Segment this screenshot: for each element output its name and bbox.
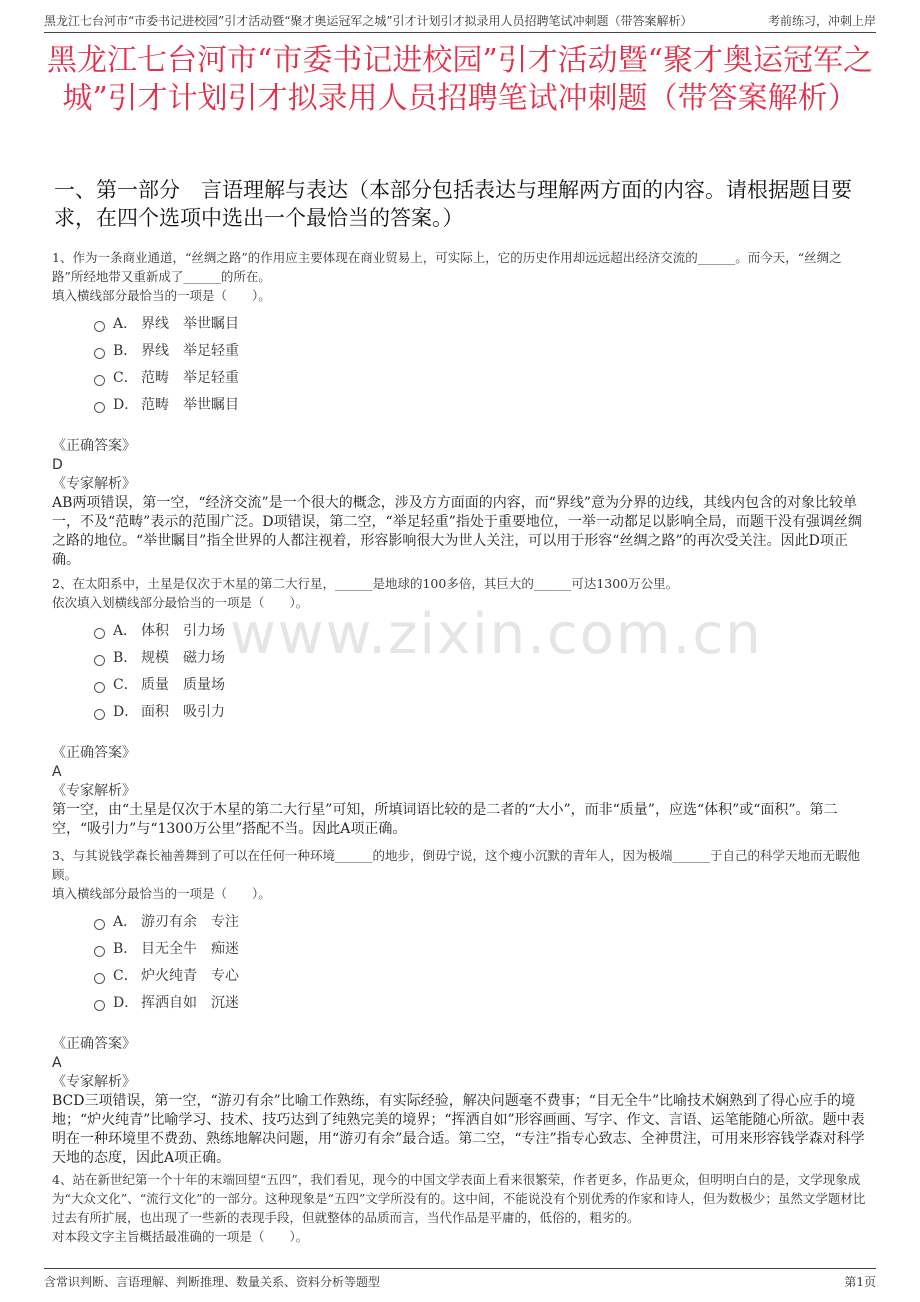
- footer-note: 含常识判断、言语理解、判断推理、数量关系、资料分析等题型: [44, 1275, 381, 1289]
- explanation-text: 第一空，由“土星是仅次于木星的第二大行星”可知，所填词语比较的是二者的“大小”，而非“质量”，应选“体积”或“面积”。第二空，“吸引力”与“1300万公里”搭配不当。因此A项正确。: [52, 802, 838, 837]
- header-slogan: 考前练习，冲刺上岸: [767, 14, 876, 28]
- radio-icon[interactable]: [94, 919, 105, 930]
- question-stem: 3、与其说钱学森长袖善舞到了可以在任何一种环境______的地步，倒毋宁说，这个瘦小沉默的青年人，因为极端______于自己的科学天地而无暇他顾。: [52, 848, 860, 882]
- option-list: [94, 909, 868, 1017]
- option-b[interactable]: B． 规模 磁力场: [94, 645, 868, 672]
- explanation-text: AB两项错误，第一空，“经济交流”是一个很大的概念，涉及方方面面的内容，而“界线”意为分界的边线，其线内包含的对象比较单一，不及“范畴”表示的范围广泛。D项错误，第二空，“举足轻重”指处于重要地位，一举一动都足以影响全局，而题干没有强调丝绸之路的地位。“举世瞩目”指全世界的人都注视着，形容影响很大为世人关注，可以用于形容“丝绸之路”的再次受关注。因此D项正确。: [52, 495, 862, 568]
- explanation-label: 《专家解析》: [52, 476, 136, 492]
- radio-icon[interactable]: [94, 973, 105, 984]
- radio-icon[interactable]: [94, 402, 105, 413]
- page-number: 第1页: [844, 1275, 876, 1289]
- question-stem: 2、在太阳系中，土星是仅次于木星的第二大行星，______是地球的100多倍，其巨大的______可达1300万公里。: [52, 576, 679, 591]
- option-list: [94, 618, 868, 726]
- explanation-label: 《专家解析》: [52, 783, 136, 799]
- option-d[interactable]: D． 挥洒自如 沉迷: [94, 990, 868, 1017]
- option-c[interactable]: C． 范畴 举足轻重: [94, 365, 868, 392]
- option-c[interactable]: C． 质量 质量场: [94, 672, 868, 699]
- question-prompt: 对本段文字主旨概括最准确的一项是（ ）。: [52, 1229, 309, 1244]
- explanation-label: 《专家解析》: [52, 1074, 136, 1090]
- question-stem: 4、站在新世纪第一个十年的末端回望“五四”，我们看见，现今的中国文学表面上看来很繁荣，作者更多，作品更众，但明明白白的是，文学现象成为“大众文化”、“流行文化”的一部分。这种现象是“五四”文学所没有的。这中间，不能说没有个别优秀的作家和诗人，但为数极少；虽然文学题材比过去有所扩展，也出现了一些新的表现手段，但就整体的品质而言，当代作品是平庸的，低俗的，粗劣的。: [52, 1172, 866, 1225]
- option-b[interactable]: B． 目无全牛 痴迷: [94, 936, 868, 963]
- watermark: www.zixin.com.cn: [230, 602, 763, 667]
- option-a[interactable]: A． 体积 引力场: [94, 618, 868, 645]
- radio-icon[interactable]: [94, 1000, 105, 1011]
- radio-icon[interactable]: [94, 709, 105, 720]
- question-prompt: 填入横线部分最恰当的一项是（ ）。: [52, 886, 271, 901]
- radio-icon[interactable]: [94, 946, 105, 957]
- question-prompt: 依次填入划横线部分最恰当的一项是（ ）。: [52, 595, 309, 610]
- document-title: 黑龙江七台河市“市委书记进校园”引才活动暨“聚才奥运冠军之城”引才计划引才拟录用人员招聘笔试冲刺题（带答案解析）: [46, 43, 873, 116]
- radio-icon[interactable]: [94, 321, 105, 332]
- option-d[interactable]: D． 面积 吸引力: [94, 699, 868, 726]
- answer-value: D: [52, 457, 63, 473]
- question-3: [52, 846, 868, 1168]
- answer-label: 《正确答案》: [52, 438, 136, 454]
- radio-icon[interactable]: [94, 375, 105, 386]
- radio-icon[interactable]: [94, 655, 105, 666]
- radio-icon[interactable]: [94, 682, 105, 693]
- answer-value: A: [52, 764, 62, 780]
- option-list: [94, 311, 868, 419]
- option-b[interactable]: B． 界线 举足轻重: [94, 338, 868, 365]
- radio-icon[interactable]: [94, 628, 105, 639]
- option-d[interactable]: D． 范畴 举世瞩目: [94, 392, 868, 419]
- header-doc-title: 黑龙江七台河市“市委书记进校园”引才活动暨“聚才奥运冠军之城”引才计划引才拟录用人员招聘笔试冲刺题（带答案解析）: [44, 14, 693, 28]
- page-footer: [44, 1268, 876, 1291]
- question-2: [52, 574, 868, 839]
- option-a[interactable]: A． 界线 举世瞩目: [94, 311, 868, 338]
- answer-label: 《正确答案》: [52, 1036, 136, 1052]
- question-prompt: 填入横线部分最恰当的一项是（ ）。: [52, 288, 271, 303]
- question-stem: 1、作为一条商业通道，“丝绸之路”的作用应主要体现在商业贸易上，可实际上，它的历史作用却远远超出经济交流的______。而今天，“丝绸之路”所经地带又重新成了______的所在。: [52, 250, 842, 284]
- option-a[interactable]: A． 游刃有余 专注: [94, 909, 868, 936]
- answer-value: A: [52, 1055, 62, 1071]
- page-header: [44, 10, 876, 33]
- explanation-text: BCD三项错误，第一空，“游刃有余”比喻工作熟练，有实际经验，解决问题毫不费事；“目无全牛”比喻技术娴熟到了得心应手的境地；“炉火纯青”比喻学习、技术、技巧达到了纯熟完美的境界；“挥洒自如”形容画画、写字、作文、言语、运笔能随心所欲。题中表明在一种环境里不费劲、熟练地解决问题，用“游刃有余”最合适。第二空，“专注”指专心致志、全神贯注，可用来形容钱学森对科学天地的态度，因此A项正确。: [52, 1093, 865, 1166]
- answer-label: 《正确答案》: [52, 745, 136, 761]
- radio-icon[interactable]: [94, 348, 105, 359]
- section-heading: 一、第一部分 言语理解与表达（本部分包括表达与理解两方面的内容。请根据题目要求，在四个选项中选出一个最恰当的答案。）: [54, 178, 852, 230]
- question-4: [52, 1170, 868, 1246]
- option-c[interactable]: C． 炉火纯青 专心: [94, 963, 868, 990]
- question-1: [52, 248, 868, 570]
